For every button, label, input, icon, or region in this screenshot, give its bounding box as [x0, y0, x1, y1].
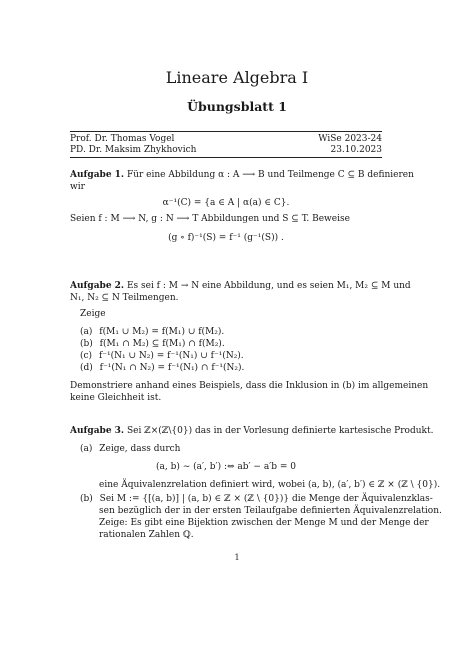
aufgabe-1-line-3: Seien f : M ⟶ N, g : N ⟶ T Abbildungen und S ⊆ T. Beweise [70, 214, 350, 224]
aufgabe-3-formula: (a, b) ∼ (a′, b′) :⇔ ab′ − a′b = 0 [156, 462, 296, 472]
part-label: (b) [80, 494, 93, 504]
page-number: 1 [234, 553, 240, 562]
aufgabe-1-label: Aufgabe 1. [70, 170, 125, 180]
item-text: f(M₁ ∩ M₂) ⊆ f(M₁) ∩ f(M₂). [99, 339, 225, 349]
item-text: f(M₁ ∪ M₂) = f(M₁) ∪ f(M₂). [99, 327, 225, 337]
part-text: Zeige, dass durch [99, 444, 181, 454]
aufgabe-2-text-1: Es sei f : M → N eine Abbildung, und es seien M₁, M₂ ⊆ M und [126, 281, 411, 291]
aufgabe-2-demo-line-1: Demonstriere anhand eines Beispiels, dass die Inklusion in (b) im allgemeinen [70, 381, 429, 391]
semester: WiSe 2023-24 [318, 134, 382, 144]
aufgabe-2-demo-line-2: keine Gleichheit ist. [70, 393, 162, 403]
aufgabe-1-line-1 [70, 170, 414, 181]
item-text: f⁻¹(N₁ ∪ N₂) = f⁻¹(N₁) ∪ f⁻¹(N₂). [98, 351, 244, 361]
sheet-title: Übungsblatt 1 [187, 99, 287, 114]
item-label: (b) [80, 339, 93, 349]
aufgabe-1-line-2: wir [70, 182, 85, 192]
aufgabe-3-part-a [80, 444, 180, 455]
header-top-rule [70, 131, 382, 132]
aufgabe-3-line-1 [70, 426, 433, 437]
aufgabe-3-part-a-cont: eine Äquivalenzrelation definiert wird, wobei (a, b), (a′, b′) ∈ ℤ × (ℤ \ {0}). [99, 480, 441, 490]
aufgabe-2-zeige: Zeige [80, 309, 106, 319]
item-label: (d) [80, 363, 93, 373]
aufgabe-1-formula-2: (g ∘ f)⁻¹(S) = f⁻¹ (g⁻¹(S)) . [168, 233, 284, 243]
aufgabe-1-formula-1: α⁻¹(C) = {a ∈ A | α(a) ∈ C}. [162, 198, 290, 208]
aufgabe-2-item-b [80, 339, 225, 350]
aufgabe-3-text-1: Sei ℤ×(ℤ\{0}) das in der Vorlesung definierte kartesische Produkt. [126, 426, 434, 436]
header-bottom-rule [70, 157, 382, 158]
item-text: f⁻¹(N₁ ∩ N₂) = f⁻¹(N₁) ∩ f⁻¹(N₂). [99, 363, 245, 373]
aufgabe-3-part-b-line-2: sen bezüglich der in der ersten Teilaufgabe definierten Äquivalenzrelation. [99, 506, 442, 516]
aufgabe-3-part-b-line-4: rationalen Zahlen ℚ. [99, 530, 194, 540]
aufgabe-2-line-2: N₁, N₂ ⊆ N Teilmengen. [70, 293, 179, 303]
course-title: Lineare Algebra I [165, 68, 309, 87]
aufgabe-2-item-c [80, 351, 244, 362]
aufgabe-2-item-d [80, 363, 244, 374]
aufgabe-3-label: Aufgabe 3. [70, 426, 125, 436]
aufgabe-2-line-1 [70, 281, 411, 292]
aufgabe-1-text-1: Für eine Abbildung α : A ⟶ B und Teilmenge C ⊆ B definieren [126, 170, 414, 180]
header-row-2 [70, 145, 382, 155]
aufgabe-2-label: Aufgabe 2. [70, 281, 125, 291]
professor-name: Prof. Dr. Thomas Vogel [70, 134, 175, 144]
aufgabe-2-item-a [80, 327, 224, 338]
part-label: (a) [80, 444, 93, 454]
item-label: (a) [80, 327, 93, 337]
part-text: Sei M := {[(a, b)] | (a, b) ∈ ℤ × (ℤ \ {0})} die Menge der Äquivalenzklas- [99, 494, 433, 504]
aufgabe-3-part-b-line-3: Zeige: Es gibt eine Bijektion zwischen der Menge M und der Menge der [99, 518, 429, 528]
item-label: (c) [80, 351, 93, 361]
header-row-1 [70, 134, 382, 144]
sheet-date: 23.10.2023 [330, 145, 382, 155]
lecturer-name: PD. Dr. Maksim Zhykhovich [70, 145, 197, 155]
aufgabe-3-part-b-line-1 [80, 494, 433, 505]
